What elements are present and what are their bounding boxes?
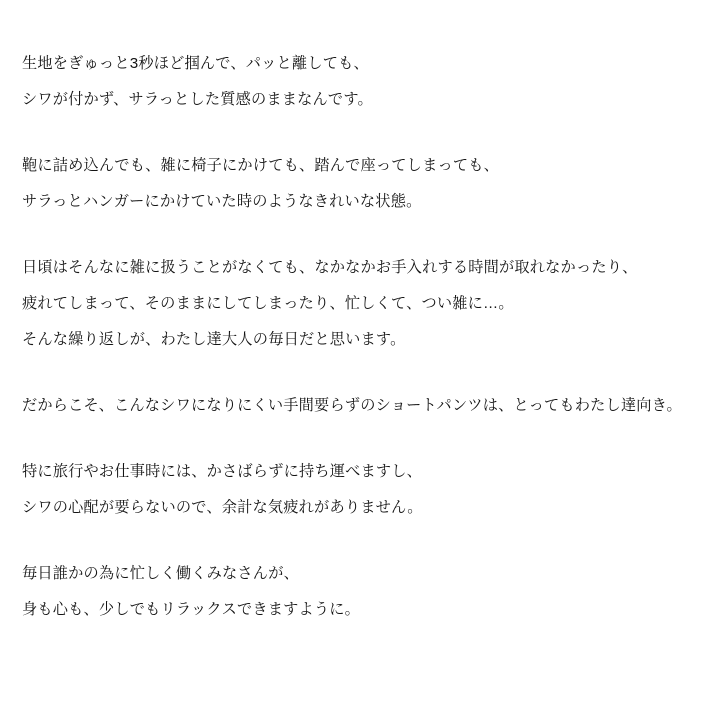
text-line: 毎日誰かの為に忙しく働くみなさんが、 bbox=[22, 565, 299, 582]
paragraph-1 bbox=[22, 46, 696, 118]
text-line: 日頃はそんなに雑に扱うことがなくても、なかなかお手入れする時間が取れなかったり、 bbox=[22, 259, 638, 276]
text-line: 生地をぎゅっと3秒ほど掴んで、パッと離しても、 bbox=[22, 55, 369, 72]
text-line: サラっとハンガーにかけていた時のようなきれいな状態。 bbox=[22, 193, 422, 210]
paragraph-6 bbox=[22, 556, 696, 628]
paragraph-5 bbox=[22, 454, 696, 526]
text-line: そんな繰り返しが、わたし達大人の毎日だと思います。 bbox=[22, 331, 406, 348]
text-line: だからこそ、こんなシワになりにくい手間要らずのショートパンツは、とってもわたし達向き。 bbox=[22, 397, 682, 414]
text-line: シワが付かず、サラっとした質感のままなんです。 bbox=[22, 91, 373, 108]
paragraph-3 bbox=[22, 250, 696, 358]
paragraph-2 bbox=[22, 148, 696, 220]
text-line: 身も心も、少しでもリラックスできますように。 bbox=[22, 601, 361, 618]
text-line: シワの心配が要らないので、余計な気疲れがありません。 bbox=[22, 499, 423, 516]
text-line: 疲れてしまって、そのままにしてしまったり、忙しくて、つい雑に…。 bbox=[22, 295, 514, 312]
text-line: 特に旅行やお仕事時には、かさばらずに持ち運べますし、 bbox=[22, 463, 423, 480]
paragraph-4 bbox=[22, 388, 696, 424]
text-line: 鞄に詰め込んでも、雑に椅子にかけても、踏んで座ってしまっても、 bbox=[22, 157, 500, 174]
